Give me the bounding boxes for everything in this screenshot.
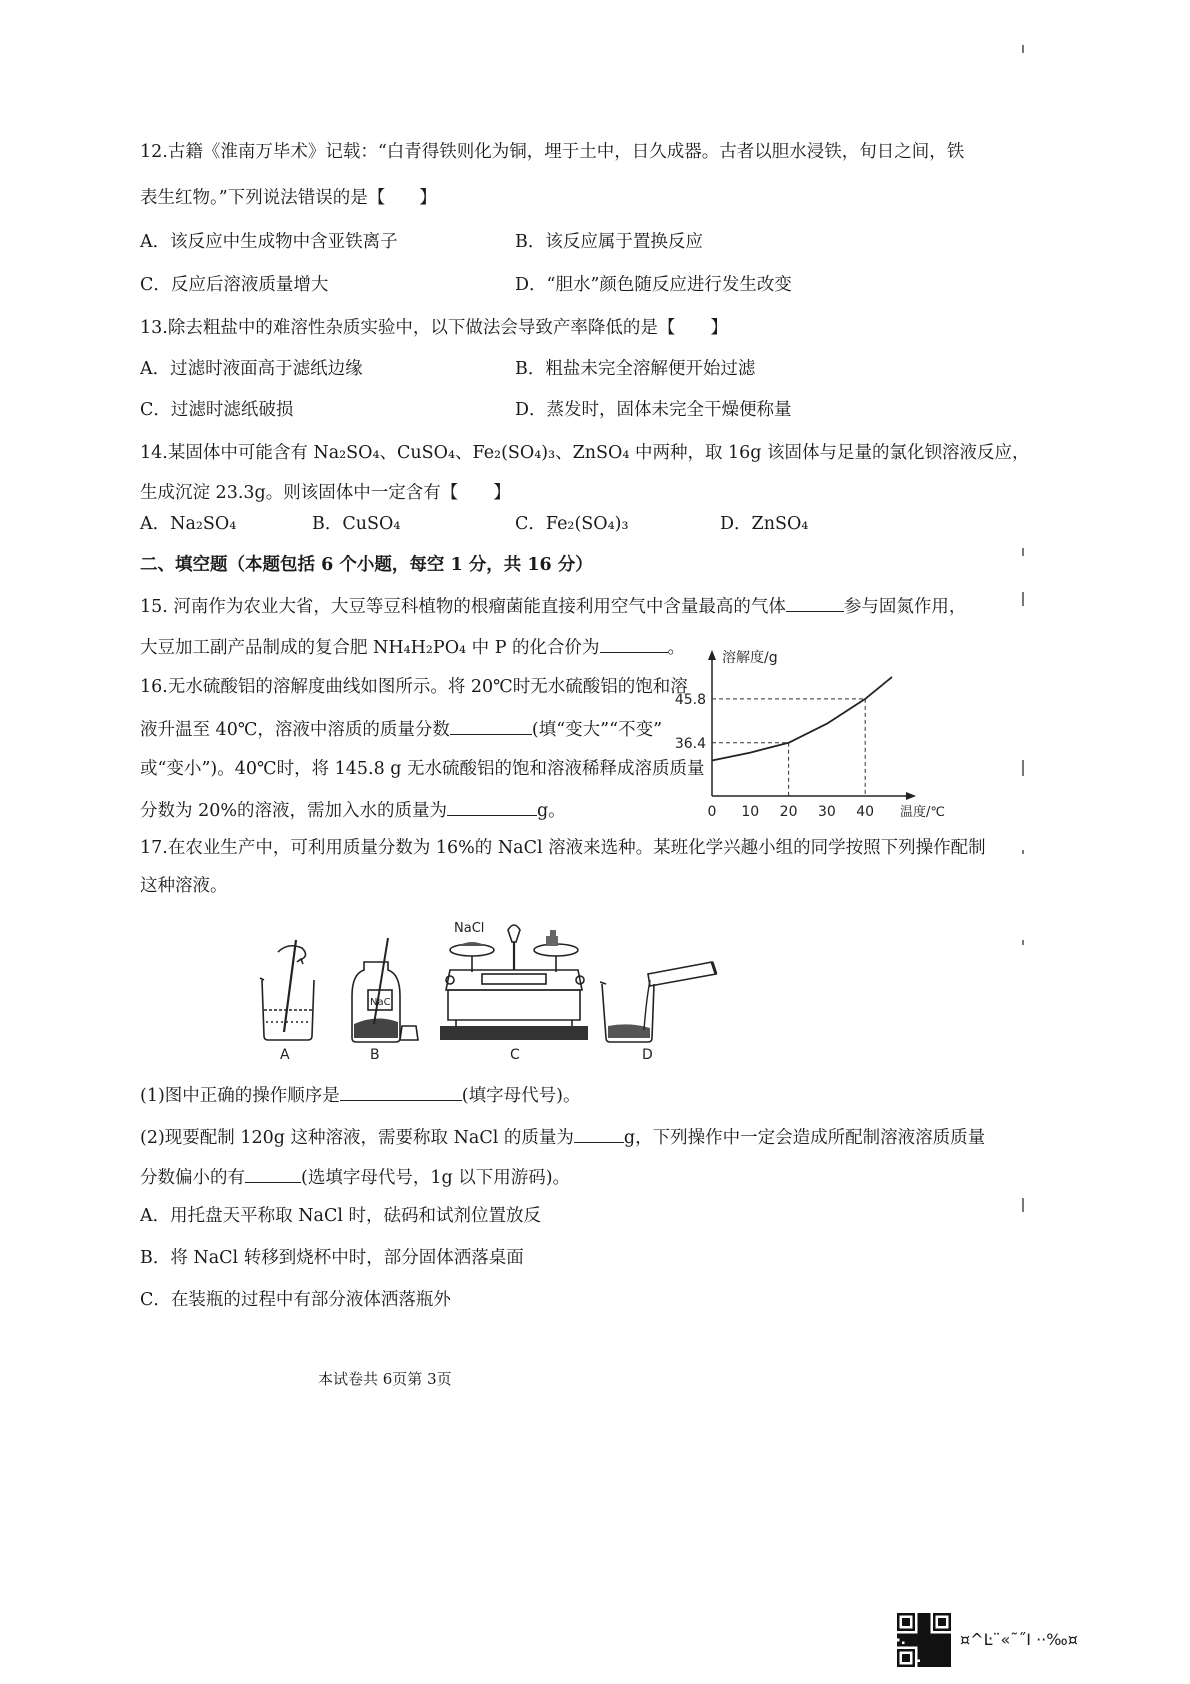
q17-blank-mass[interactable] bbox=[574, 1124, 624, 1143]
q12-stem-text: 表生红物。”下列说法错误的是【 bbox=[140, 188, 386, 208]
qr-code-image bbox=[897, 1613, 951, 1667]
q12-option-a: A．该反应中生成物中含亚铁离子 bbox=[140, 232, 398, 252]
apparatus-c-tray-balance bbox=[440, 921, 588, 1040]
q15-line2 bbox=[140, 634, 685, 660]
q16-line2 bbox=[140, 716, 662, 742]
label-b: B bbox=[370, 1047, 380, 1063]
q12-stem-line2 bbox=[140, 186, 437, 210]
q17-option-b: B．将 NaCl 转移到烧杯中时，部分固体洒落桌面 bbox=[140, 1248, 524, 1268]
y-tick-label: 45.8 bbox=[674, 691, 706, 708]
label-a: A bbox=[280, 1047, 290, 1063]
q13-option-a: A．过滤时液面高于滤纸边缘 bbox=[140, 359, 363, 379]
q15-blank-1[interactable] bbox=[786, 593, 844, 612]
x-tick-label: 20 bbox=[779, 804, 798, 820]
y-tick-label: 36.4 bbox=[674, 735, 706, 752]
scan-mark bbox=[1022, 940, 1024, 945]
q12-stem-line1: 12.古籍《淮南万毕术》记载：“白青得铁则化为铜，埋于土中，日久成器。古者以胆水浸铁，旬日之间，铁 bbox=[140, 142, 965, 162]
scan-mark bbox=[1022, 760, 1024, 776]
y-axis-arrow bbox=[708, 650, 716, 660]
q17-sub2-line2 bbox=[140, 1164, 570, 1190]
x-axis-arrow bbox=[906, 792, 916, 800]
q16-line2-text: 液升温至 40℃，溶液中溶质的质量分数 bbox=[140, 720, 450, 740]
q15-blank-2[interactable] bbox=[600, 634, 668, 653]
q13-option-c: C．过滤时滤纸破损 bbox=[140, 400, 294, 420]
x-tick-label: 10 bbox=[741, 804, 760, 820]
q16-blank-1[interactable] bbox=[450, 716, 532, 735]
apparatus-b-reagent-bottle bbox=[352, 938, 418, 1042]
balance-label-nacl: NaCl bbox=[454, 921, 485, 936]
x-axis-label: 温度/℃ bbox=[900, 805, 945, 820]
scan-mark bbox=[1022, 850, 1024, 854]
q15-line2-text: 大豆加工副产品制成的复合肥 NH₄H₂PO₄ 中 P 的化合价为 bbox=[140, 638, 600, 658]
solubility-chart bbox=[667, 638, 945, 830]
apparatus-a-stirring-beaker bbox=[260, 940, 314, 1040]
x-tick-label: 30 bbox=[817, 804, 836, 820]
q16-line2-tail: (填“变大”“不变” bbox=[531, 720, 663, 740]
corner-garbled-text: ¤^Ŀ¨«˜˝Ι ··‰¤ bbox=[960, 1630, 1078, 1649]
scan-mark bbox=[1022, 45, 1024, 53]
q17-sub1-tail: (填字母代号)。 bbox=[461, 1086, 581, 1106]
page-footer: 本试卷共 6页第 3页 bbox=[318, 1370, 452, 1388]
q15-line1 bbox=[140, 593, 966, 619]
scan-mark bbox=[1022, 592, 1024, 606]
label-c: C bbox=[510, 1047, 520, 1063]
q13-option-d: D．蒸发时，固体未完全干燥便称量 bbox=[515, 400, 792, 420]
q12-bracket-close: 】 bbox=[419, 188, 437, 208]
y-axis-label: 溶解度/g bbox=[722, 650, 778, 666]
q14-option-c: C．Fe₂(SO₄)₃ bbox=[515, 514, 629, 534]
q17-sub2-tail: g，下列操作中一定会造成所配制溶液溶质质量 bbox=[623, 1128, 986, 1148]
x-tick-label: 0 bbox=[707, 804, 717, 820]
q17-sub1-text: (1)图中正确的操作顺序是 bbox=[140, 1086, 340, 1106]
q17-sub2-line2-text: 分数偏小的有 bbox=[140, 1168, 245, 1188]
q16-line4 bbox=[140, 797, 566, 823]
q17-line1: 17.在农业生产中，可利用质量分数为 16%的 NaCl 溶液来选种。某班化学兴趣小组的同学按照下列操作配制 bbox=[140, 838, 986, 858]
q14-option-a: A．Na₂SO₄ bbox=[140, 514, 237, 534]
bottle-label-nacl: NaCl bbox=[370, 997, 394, 1008]
q14-stem-line1: 14.某固体中可能含有 Na₂SO₄、CuSO₄、Fe₂(SO₄)₃、ZnSO₄ 中两种，取 16g 该固体与足量的氯化钡溶液反应， bbox=[140, 443, 1030, 463]
q14-stem-line2: 生成沉淀 23.3g。则该固体中一定含有【 】 bbox=[140, 483, 511, 503]
section-2-title: 二、填空题（本题包括 6 个小题，每空 1 分，共 16 分） bbox=[140, 555, 593, 575]
q17-sub2-line2-tail: (选填字母代号，1g 以下用游码)。 bbox=[301, 1168, 571, 1188]
lab-procedure-figure bbox=[250, 912, 730, 1062]
q15-line1-text: 15. 河南作为农业大省，大豆等豆科植物的根瘤菌能直接利用空气中含量最高的气体 bbox=[140, 597, 786, 617]
q17-sub2-text: (2)现要配制 120g 这种溶液，需要称取 NaCl 的质量为 bbox=[140, 1128, 574, 1148]
q15-line1-tail: 参与固氮作用， bbox=[843, 597, 967, 617]
q13-option-b: B．粗盐未完全溶解便开始过滤 bbox=[515, 359, 756, 379]
q15-line2-tail: 。 bbox=[667, 638, 686, 658]
q14-option-b: B．CuSO₄ bbox=[312, 514, 401, 534]
q14-option-d: D．ZnSO₄ bbox=[720, 514, 809, 534]
apparatus-d-pouring-beaker bbox=[600, 962, 716, 1042]
q12-option-d: D．“胆水”颜色随反应进行发生改变 bbox=[515, 275, 792, 295]
q17-blank-order[interactable] bbox=[340, 1082, 462, 1101]
q13-stem: 13.除去粗盐中的难溶性杂质实验中，以下做法会导致产率降低的是【 】 bbox=[140, 318, 728, 338]
q16-line1: 16.无水硫酸铝的溶解度曲线如图所示。将 20℃时无水硫酸铝的饱和溶 bbox=[140, 677, 688, 697]
q17-option-c: C．在装瓶的过程中有部分液体洒落瓶外 bbox=[140, 1290, 451, 1310]
q17-sub2-line1 bbox=[140, 1124, 985, 1150]
q17-line2: 这种溶液。 bbox=[140, 876, 228, 896]
label-d: D bbox=[642, 1047, 653, 1063]
q16-blank-2[interactable] bbox=[447, 797, 537, 816]
q12-option-b: B．该反应属于置换反应 bbox=[515, 232, 703, 252]
x-tick-label: 40 bbox=[856, 804, 875, 820]
q12-option-c: C．反应后溶液质量增大 bbox=[140, 275, 329, 295]
scan-mark bbox=[1022, 1198, 1024, 1212]
q17-sub1 bbox=[140, 1082, 580, 1108]
q16-line3: 或“变小”)。40℃时，将 145.8 g 无水硫酸铝的饱和溶液稀释成溶质质量 bbox=[140, 759, 705, 779]
q16-line4-tail: g。 bbox=[536, 801, 566, 821]
q17-option-a: A．用托盘天平称取 NaCl 时，砝码和试剂位置放反 bbox=[140, 1206, 541, 1226]
q16-line4-text: 分数为 20%的溶液，需加入水的质量为 bbox=[140, 801, 447, 821]
q17-blank-choice[interactable] bbox=[245, 1164, 301, 1183]
scan-mark bbox=[1022, 548, 1024, 556]
